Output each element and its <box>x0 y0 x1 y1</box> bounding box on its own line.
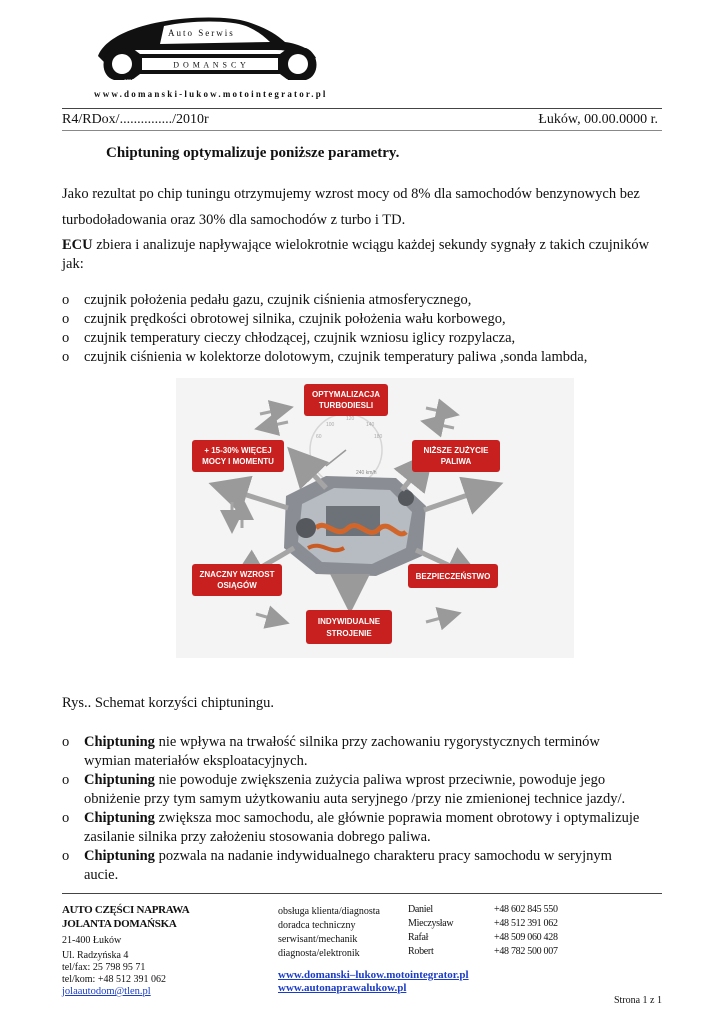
sensor-item: czujnik temperatury cieczy chłodzącej, czujnik wzniosu iglicy rozpylacza, <box>84 330 516 346</box>
box-label: STROJENIE <box>326 629 372 638</box>
header-rule-2 <box>62 130 662 131</box>
benefit-text: wymian materiałów eksploatacyjnych. <box>84 753 308 769</box>
bullet-icon: o <box>62 311 70 327</box>
page-number: Strona 1 z 1 <box>613 995 662 1006</box>
box-label: MOCY I MOMENTU <box>202 457 274 466</box>
box-label: NIŻSZE ZUŻYCIE <box>423 446 489 455</box>
term: Chiptuning <box>84 734 155 750</box>
contact-name: Daniel <box>408 904 433 915</box>
benefit-text: pozwala na nadanie indywidualnego charakteru pracy samochodu w seryjnym <box>154 848 612 864</box>
chiptuning-benefits-diagram <box>176 378 574 658</box>
benefit-box <box>412 440 500 472</box>
sensor-item: czujnik prędkości obrotowej silnika, czujnik położenia wału korbowego, <box>84 311 506 327</box>
intro-line-1: Jako rezultat po chip tuningu otrzymujemy wzrost mocy od 8% dla samochodów benzynowych bez <box>62 186 640 202</box>
contact-name: Mieczysław <box>408 918 454 929</box>
bullet-icon: o <box>62 772 70 788</box>
logo-year-left: 1966 <box>124 78 135 83</box>
bullet-icon: o <box>62 848 70 864</box>
footer-company-1: AUTO CZĘŚCI NAPRAWA <box>62 904 190 916</box>
document-date: Łuków, 00.00.0000 r. <box>538 112 658 127</box>
header-url[interactable]: www.domanski-lukow.motointegrator.pl <box>94 89 328 99</box>
contact-phone: +48 509 060 428 <box>494 932 558 943</box>
contact-name: Rafał <box>408 932 429 943</box>
box-label: INDYWIDUALNE <box>317 617 381 626</box>
footer-link-2[interactable]: www.autonaprawalukow.pl <box>278 982 407 994</box>
ecu-term: ECU <box>62 237 93 253</box>
contact-phone: +48 602 845 550 <box>494 904 558 915</box>
footer-company-2: JOLANTA DOMAŃSKA <box>62 918 177 930</box>
footer-email[interactable]: jolaautodom@tlen.pl <box>62 986 151 997</box>
term: Chiptuning <box>84 772 155 788</box>
header-rule <box>62 108 662 109</box>
bullet-icon: o <box>62 734 70 750</box>
sensor-item: czujnik ciśnienia w kolektorze dolotowym, czujnik temperatury paliwa ,sonda lambda, <box>84 349 588 365</box>
gauge-speed: 240 km/h <box>356 470 377 476</box>
figure-caption: Rys.. Schemat korzyści chiptuningu. <box>62 695 275 711</box>
logo-name: D O M A N S C Y <box>173 60 247 70</box>
bullet-icon: o <box>62 330 70 346</box>
contact-role: doradca techniczny <box>278 920 356 931</box>
box-label: OPTYMALIZACJA <box>312 390 380 399</box>
box-label: + 15-30% WIĘCEJ <box>204 446 272 455</box>
box-label: OSIĄGÓW <box>217 581 257 590</box>
engine-image <box>284 476 426 576</box>
gauge-tick: 180 <box>374 434 383 440</box>
box-label: PALIWA <box>440 457 472 466</box>
sensor-item: czujnik położenia pedału gazu, czujnik ciśnienia atmosferycznego, <box>84 292 472 308</box>
ecu-line-2: jak: <box>62 256 84 272</box>
benefit-box <box>192 564 282 596</box>
benefit-box <box>192 440 284 472</box>
ecu-line-1: zbiera i analizuje napływające wielokrotnie wciągu każdej sekundy sygnały z takich czujników <box>92 237 650 253</box>
logo-top-text: Auto Serwis <box>168 28 235 38</box>
footer-rule <box>62 893 662 894</box>
gauge-tick: 140 <box>366 422 375 428</box>
contact-role: serwisant/mechanik <box>278 934 358 945</box>
contact-role: diagnosta/elektronik <box>278 948 360 959</box>
intro-line-2: turbodoładowania oraz 30% dla samochodów z turbo i TD. <box>62 212 406 228</box>
footer-street: Ul. Radzyńska 4 <box>62 950 129 961</box>
ecu-paragraph <box>62 236 662 255</box>
footer-postal: 21-400 Łuków <box>62 935 122 946</box>
box-label: ZNACZNY WZROST <box>199 570 275 579</box>
gauge-tick: 120 <box>346 416 355 422</box>
benefit-text: obniżenie przy tym samym użytkowaniu auta seryjnego /przy nie zmienionej technice jazdy/. <box>84 791 626 807</box>
contact-role: obsługa klienta/diagnosta <box>278 906 380 917</box>
footer-link-1[interactable]: www.domanski–lukow.motointegrator.pl <box>278 969 469 981</box>
box-label: BEZPIECZEŃSTWO <box>415 572 491 581</box>
box-label: TURBODIESLI <box>318 401 374 410</box>
contact-phone: +48 512 391 062 <box>494 918 558 929</box>
benefit-box <box>304 384 388 416</box>
section-heading: Chiptuning optymalizuje poniższe parametry. <box>106 145 400 161</box>
contact-phone: +48 782 500 007 <box>494 946 558 957</box>
gauge-tick: 100 <box>326 422 335 428</box>
benefit-text: nie powoduje zwiększenia zużycia paliwa wprost przeciwnie, powoduje jego <box>154 772 606 788</box>
benefit-text: aucie. <box>84 867 119 883</box>
benefit-box <box>306 610 392 644</box>
benefit-text: zasilanie silnika przy założeniu stosowania dobrego paliwa. <box>84 829 431 845</box>
benefit-text: nie wpływa na trwałość silnika przy zachowaniu rygorystycznych terminów <box>154 734 600 750</box>
logo-year-right: 1985 <box>278 78 289 83</box>
bullet-icon: o <box>62 349 70 365</box>
bullet-icon: o <box>62 810 70 826</box>
contact-name: Robert <box>408 946 434 957</box>
benefit-text: zwiększa moc samochodu, ale głównie poprawia moment obrotowy i optymalizuje <box>154 810 640 826</box>
bullet-icon: o <box>62 292 70 308</box>
term: Chiptuning <box>84 810 155 826</box>
reference-number: R4/RDox/.............../2010r <box>62 112 209 127</box>
footer-telkom: tel/kom: +48 512 391 062 <box>62 974 166 985</box>
gauge-tick: 60 <box>316 434 322 440</box>
footer-telfax: tel/fax: 25 798 95 71 <box>62 962 146 973</box>
term: Chiptuning <box>84 848 155 864</box>
